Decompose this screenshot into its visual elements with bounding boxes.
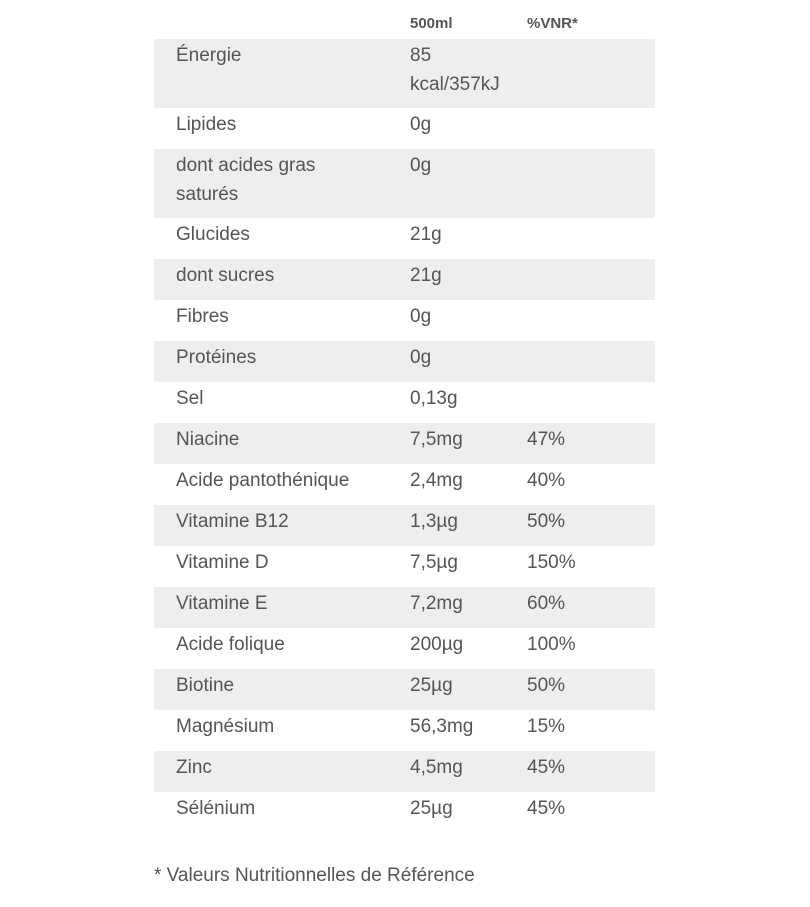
- amount-cell: 2,4mg: [410, 470, 463, 491]
- vnr-cell: [527, 110, 655, 140]
- vnr-cell: 50%: [527, 511, 566, 532]
- amount-cell: 7,5µg: [410, 552, 458, 573]
- amount-cell: 0g: [410, 155, 432, 176]
- vnr-cell: 40%: [527, 470, 566, 491]
- nutrient-cell: Sélénium: [176, 798, 256, 819]
- amount-cell: 0g: [410, 347, 432, 368]
- table-row: [154, 792, 655, 833]
- table-header: [154, 8, 655, 39]
- nutrient-cell: Acide pantothénique: [176, 470, 350, 491]
- nutrient-cell: Glucides: [176, 224, 250, 245]
- vnr-cell: 15%: [527, 716, 566, 737]
- vnr-cell: [527, 220, 655, 250]
- nutrient-cell: Niacine: [176, 429, 240, 450]
- amount-cell: 25µg: [410, 798, 453, 819]
- table-row: [154, 382, 655, 423]
- nutrient-cell: Vitamine B12: [176, 511, 289, 532]
- amount-cell: 7,2mg: [410, 593, 463, 614]
- amount-cell: 0g: [410, 114, 432, 135]
- amount-cell: 21g: [410, 224, 442, 245]
- nutrient-cell: Protéines: [176, 347, 257, 368]
- table-row: [154, 218, 655, 259]
- vnr-cell: 150%: [527, 552, 576, 573]
- amount-cell: 7,5mg: [410, 429, 463, 450]
- vnr-cell: [527, 261, 655, 291]
- nutrient-cell: Acide folique: [176, 634, 285, 655]
- table-row: [154, 628, 655, 669]
- amount-cell: 0,13g: [410, 388, 458, 409]
- nutrient-cell: Vitamine D: [176, 552, 269, 573]
- vnr-cell: 100%: [527, 634, 576, 655]
- nutrient-cell: Sel: [176, 388, 204, 409]
- table-row: [154, 423, 655, 464]
- table-row: [154, 149, 655, 218]
- vnr-cell: [527, 151, 655, 209]
- table-row: [154, 259, 655, 300]
- vnr-cell: [527, 384, 655, 414]
- amount-cell: 25µg: [410, 675, 453, 696]
- nutrient-cell: Énergie: [176, 45, 242, 66]
- nutrient-cell: Biotine: [176, 675, 235, 696]
- vnr-cell: 50%: [527, 675, 566, 696]
- vnr-cell: 47%: [527, 429, 566, 450]
- table-row: [154, 341, 655, 382]
- table-row: [154, 300, 655, 341]
- table-row: [154, 710, 655, 751]
- vnr-cell: [527, 343, 655, 373]
- nutrient-cell: dont acides gras saturés: [176, 155, 316, 205]
- nutrient-cell: Magnésium: [176, 716, 275, 737]
- vnr-cell: 45%: [527, 757, 566, 778]
- amount-cell: 200µg: [410, 634, 464, 655]
- amount-cell: 85 kcal/357kJ: [410, 45, 500, 95]
- table-row: [154, 108, 655, 149]
- amount-cell: 21g: [410, 265, 442, 286]
- table-row: [154, 669, 655, 710]
- vnr-cell: [527, 302, 655, 332]
- amount-cell: 1,3µg: [410, 511, 458, 532]
- nutrient-cell: Vitamine E: [176, 593, 268, 614]
- header-amount: 500ml: [410, 15, 453, 32]
- vnr-cell: 45%: [527, 798, 566, 819]
- nutrient-cell: dont sucres: [176, 265, 275, 286]
- footnote: * Valeurs Nutritionnelles de Référence: [154, 865, 475, 886]
- amount-cell: 4,5mg: [410, 757, 463, 778]
- table-row: [154, 464, 655, 505]
- vnr-cell: 60%: [527, 593, 566, 614]
- amount-cell: 0g: [410, 306, 432, 327]
- nutrient-cell: Zinc: [176, 757, 212, 778]
- table-row: [154, 39, 655, 108]
- nutrient-cell: Fibres: [176, 306, 229, 327]
- header-vnr: %VNR*: [527, 15, 578, 32]
- table-body: [154, 39, 655, 833]
- nutrient-cell: Lipides: [176, 114, 237, 135]
- amount-cell: 56,3mg: [410, 716, 474, 737]
- table-row: [154, 587, 655, 628]
- nutrition-table: [154, 8, 655, 833]
- table-row: [154, 751, 655, 792]
- table-row: [154, 505, 655, 546]
- vnr-cell: [527, 41, 655, 99]
- table-row: [154, 546, 655, 587]
